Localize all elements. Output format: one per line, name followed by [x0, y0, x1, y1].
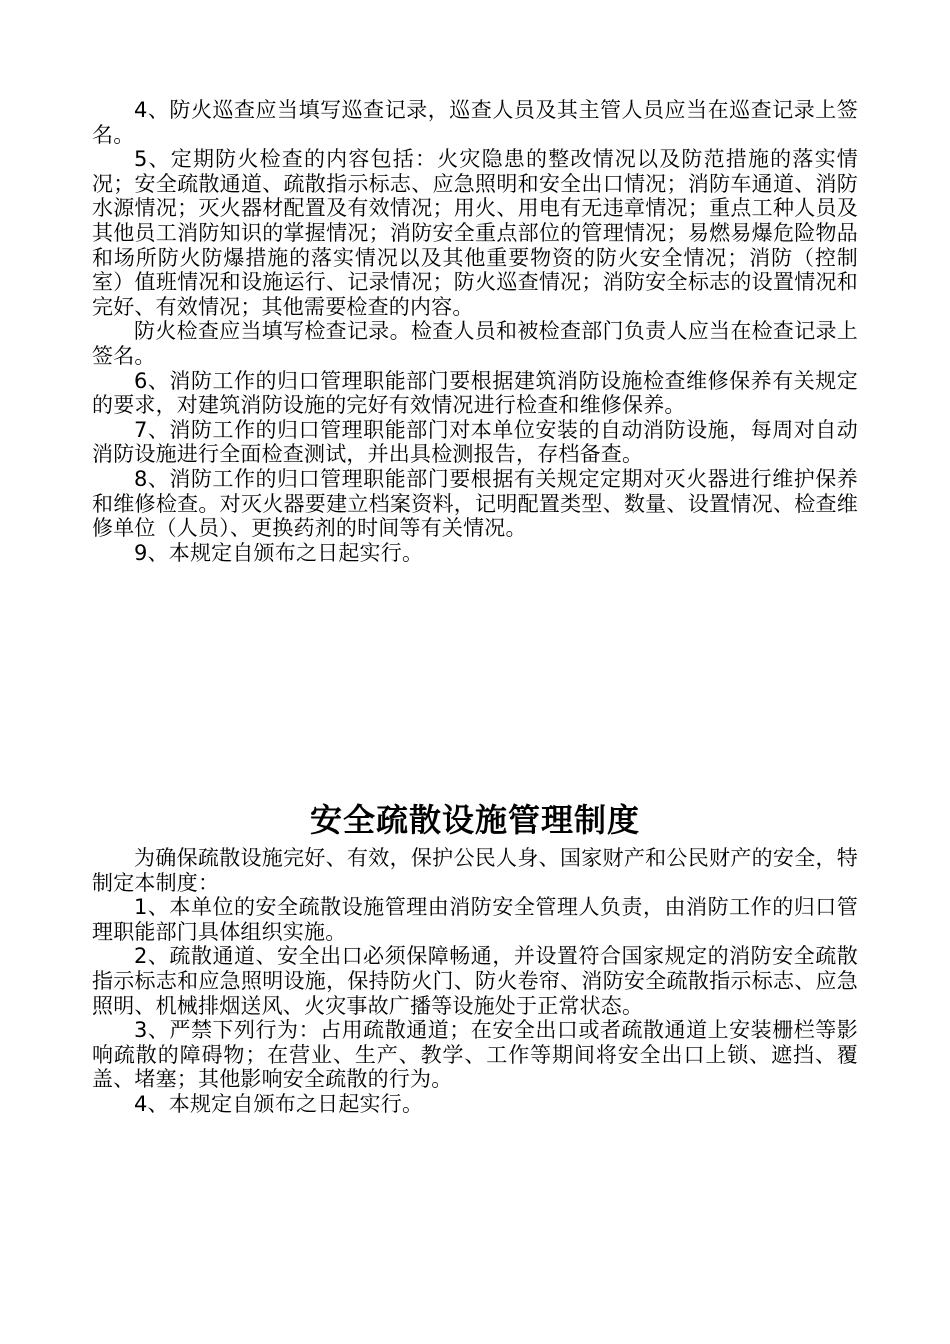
section-title: 安全疏散设施管理制度 [309, 801, 640, 839]
paragraph-item-8: 8、消防工作的归口管理职能部门要根据有关规定定期对灭火器进行维护保养和维修检查。对灭火器要建立档案资料，记明配置类型、数量、设置情况、检查维修单位（人员）、更换药剂的时间等有关情况。 [92, 466, 858, 541]
paragraph-item-3: 3、严禁下列行为：占用疏散通道；在安全出口或者疏散通道上安装栅栏等影响疏散的障碍物；在营业、生产、教学、工作等期间将安全出口上锁、遮挡、覆盖、堵塞；其他影响安全疏散的行为。 [92, 1018, 858, 1092]
paragraph-inspection-record: 防火检查应当填写检查记录。检查人员和被检查部门负责人应当在检查记录上签名。 [92, 319, 858, 368]
paragraph-intro: 为确保疏散设施完好、有效，保护公民人身、国家财产和公民财产的安全，特制定本制度： [92, 846, 858, 895]
paragraph-item-9: 9、本规定自颁布之日起实行。 [134, 540, 424, 565]
paragraph-item-6: 6、消防工作的归口管理职能部门要根据建筑消防设施检查维修保养有关规定的要求，对建筑消防设施的完好有效情况进行检查和维修保养。 [92, 368, 858, 418]
paragraph-item-2: 2、疏散通道、安全出口必须保障畅通，并设置符合国家规定的消防安全疏散指示标志和应急照明设施，保持防火门、防火卷帘、消防安全疏散指示标志、应急照明、机械排烟送风、火灾事故广播等设施处于正常状态。 [92, 944, 858, 1018]
paragraph-item-7: 7、消防工作的归口管理职能部门对本单位安装的自动消防设施，每周对自动消防设施进行全面检查测试，并出具检测报告，存档备查。 [92, 417, 858, 467]
paragraph-item-4: 4、防火巡查应当填写巡查记录，巡查人员及其主管人员应当在巡查记录上签名。 [92, 98, 858, 147]
evacuation-facility-rules-section [92, 846, 858, 1117]
paragraph-item-5: 5、定期防火检查的内容包括：火灾隐患的整改情况以及防范措施的落实情况；安全疏散通道、疏散指示标志、应急照明和安全出口情况；消防车通道、消防水源情况；灭火器材配置及有效情况；用火、用电有无违章情况；重点工种人员及其他员工消防知识的掌握情况；消防安全重点部位的管理情况；易燃易爆危险物品和场所防火防爆措施的落实情况以及其他重要物资的防火安全情况；消防（控制室）值班情况和设施运行、记录情况；防火巡查情况；消防安全标志的设置情况和完好、有效情况；其他需要检查的内容。 [92, 147, 858, 319]
fire-inspection-rules-section [92, 98, 858, 565]
paragraph-item-4-final: 4、本规定自颁布之日起实行。 [134, 1091, 424, 1116]
paragraph-item-1: 1、本单位的安全疏散设施管理由消防安全管理人负责，由消防工作的归口管理职能部门具体组织实施。 [92, 895, 858, 944]
